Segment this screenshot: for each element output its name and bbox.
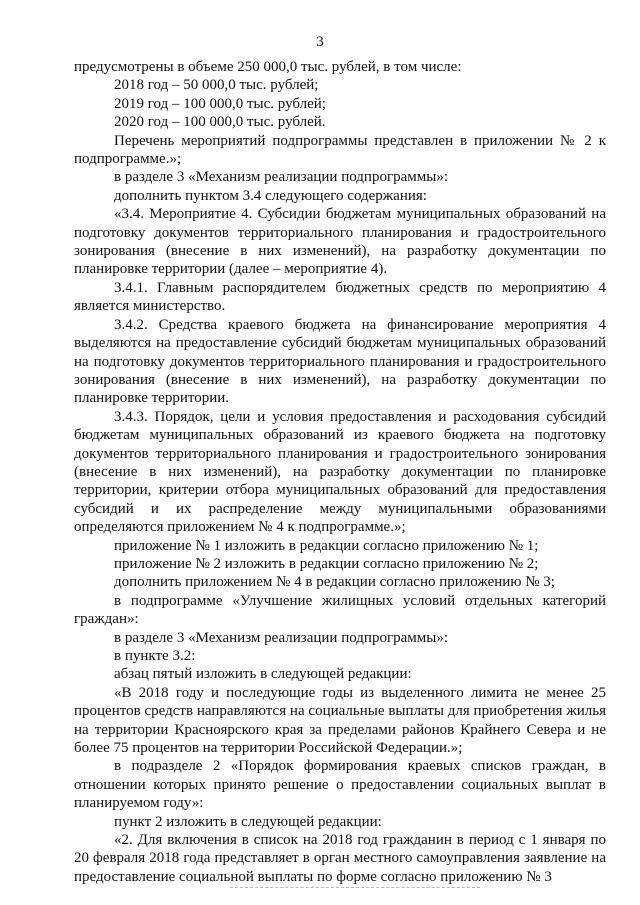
paragraph: 3.4.1. Главным распорядителем бюджетных средств по мероприятию 4 является министерство.	[74, 279, 606, 315]
scan-artifact-line	[230, 887, 480, 888]
paragraph: 3.4.2. Средства краевого бюджета на финансирование мероприятия 4 выделяются на предоставление субсидий бюджетам муниципальных образований на подготовку документов территориального планирования и градостроительного зонирования (внесение в них изменений), на разработку документации по планировке территории.	[74, 316, 606, 407]
paragraph: абзац пятый изложить в следующей редакции:	[114, 666, 412, 683]
paragraph: в пункте 3.2:	[114, 648, 196, 664]
paragraph: 3.4.3. Порядок, цели и условия предоставления и расходования субсидий бюджетам муниципальных образований из краевого бюджета на подготовку документов территориального планирования и градостроительного зонирования (внесение в них изменений), на разработку документации по планировке территории, критерии отбора муниципальных образований для предоставления субсидий и их распределение между муниципальными образованиями определяются приложением № 4 к подпрограмме.»;	[74, 408, 606, 536]
paragraph: дополнить приложением № 4 в редакции согласно приложению № 3;	[114, 574, 555, 591]
paragraph: в подразделе 2 «Порядок формирования краевых списков граждан, в отношении которых принято решение о предоставлении социальных выплат в планируемом году»:	[74, 758, 606, 812]
paragraph: дополнить пунктом 3.4 следующего содержания:	[114, 187, 427, 204]
paragraph: пункт 2 изложить в следующей редакции:	[114, 813, 382, 830]
paragraph: Перечень мероприятий подпрограммы представлен в приложении № 2 к подпрограмме.»;	[74, 132, 606, 168]
paragraph: приложение № 2 изложить в редакции согласно приложению № 2;	[114, 555, 539, 572]
paragraph: в разделе 3 «Механизм реализации подпрограммы»:	[114, 629, 448, 646]
paragraph: предусмотрены в объеме 250 000,0 тыс. рублей, в том числе:	[74, 59, 462, 75]
paragraph: в разделе 3 «Механизм реализации подпрограммы»:	[114, 169, 448, 186]
paragraph: 2020 год – 100 000,0 тыс. рублей.	[114, 114, 326, 131]
document-body	[74, 58, 606, 886]
paragraph: «3.4. Мероприятие 4. Субсидии бюджетам муниципальных образований на подготовку документов территориального планирования и градостроительного зонирования (внесение в них изменений), на разработку документации по планировке территории (далее – мероприятие 4).	[74, 206, 606, 278]
paragraph: в подпрограмме «Улучшение жилищных условий отдельных категорий граждан»:	[74, 592, 606, 628]
paragraph: 2019 год – 100 000,0 тыс. рублей;	[114, 95, 326, 112]
page-number: 3	[316, 34, 324, 50]
paragraph: «2. Для включения в список на 2018 год гражданин в период с 1 января по 20 февраля 2018 года представляет в орган местного самоуправления заявление на предоставление социальной выплаты по форме согласно приложению № 3	[74, 832, 606, 885]
paragraph: приложение № 1 изложить в редакции согласно приложению № 1;	[114, 537, 539, 554]
paragraph: 2018 год – 50 000,0 тыс. рублей;	[114, 77, 319, 94]
paragraph: «В 2018 году и последующие годы из выделенного лимита не менее 25 процентов средств направляются на социальные выплаты для приобретения жилья на территории Красноярского края за пределами районов Крайнего Севера и не более 75 процентов на территории Российской Федерации.»;	[74, 684, 606, 757]
